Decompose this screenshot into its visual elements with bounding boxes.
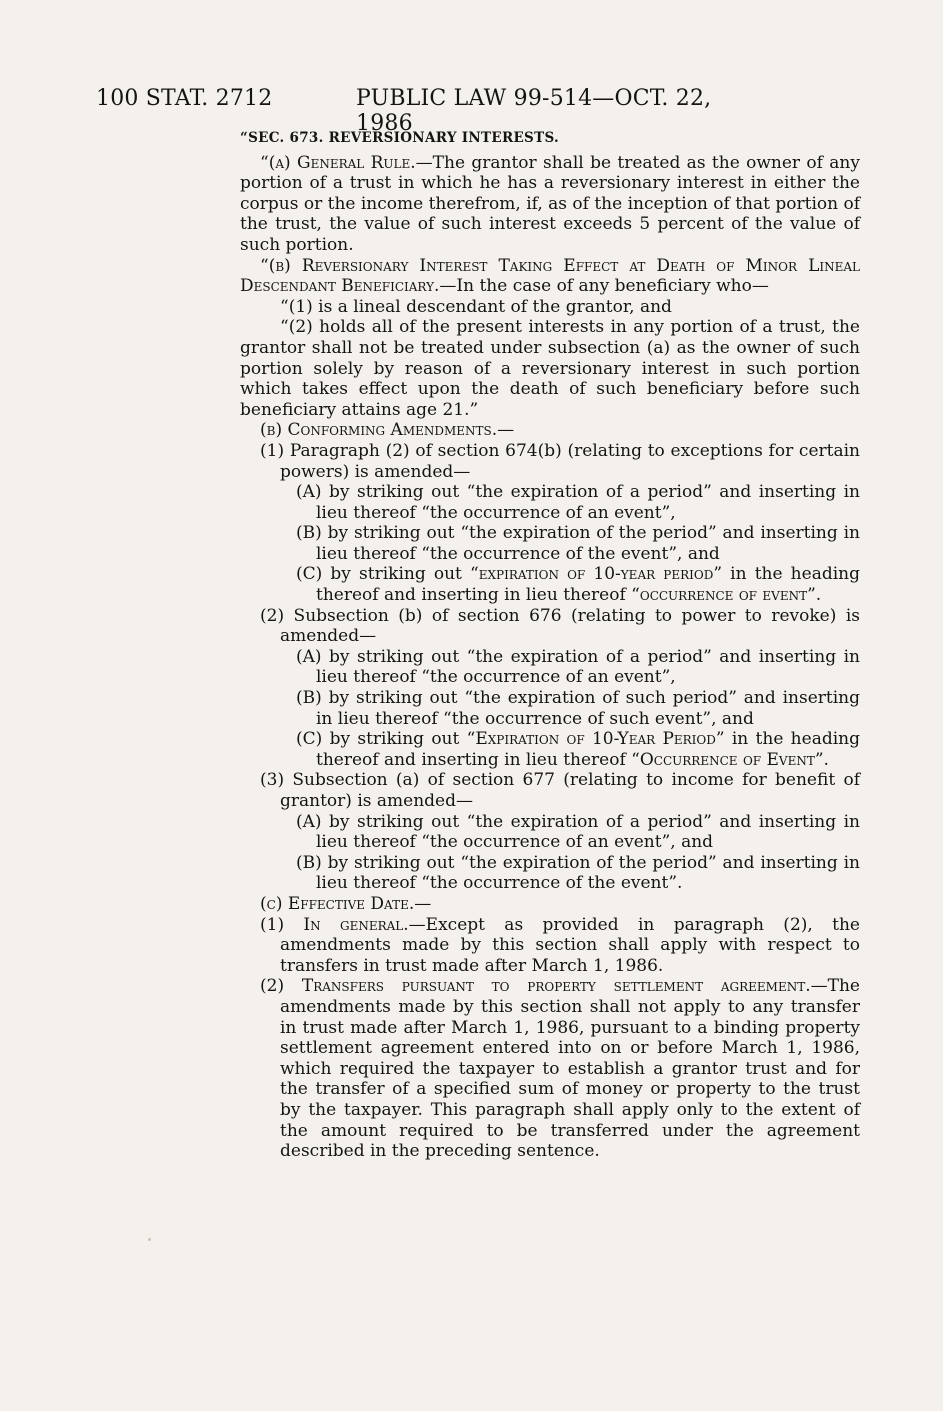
clause-b1: “(1) is a lineal descendant of the grantor, and (280, 296, 672, 317)
effective-date-heading (240, 894, 860, 915)
subsection-b-heading: “(b) Reversionary Interest Taking Effect at Death of Minor Lineal Descendant Beneficiary. (240, 255, 860, 297)
amendment-2A: (A) by striking out “the expiration of a period” and inserting in lieu thereof “the occurrence of an event”, (296, 646, 860, 688)
amendment-2: (2) Subsection (b) of section 676 (relating to power to revoke) is amended— (260, 605, 860, 647)
amendment-2B: (B) by striking out “the expiration of such period” and inserting in lieu thereof “the occurrence of such event”, and (296, 688, 860, 729)
amendment-1C-mid: ” in the heading thereof and inserting in lieu thereof “ (316, 564, 860, 606)
page-reference: 100 STAT. 2712 (96, 86, 273, 111)
effective-general-label: (1) In general. (260, 914, 409, 935)
effective-date-general (240, 915, 860, 977)
subsection-a-text: —The grantor shall be treated as the owner of any portion of a trust in which he has a reversionary interest in either the corpus or the income therefrom, if, as of the inception of that portion of the trust, the value of such interest exceeds 5 percent of the value of such portion. (240, 152, 860, 255)
amendment-1C-pre: (C) by striking out “ (296, 564, 479, 585)
amendment-1: (1) Paragraph (2) of section 674(b) (relating to exceptions for certain powers) is amended— (260, 440, 860, 482)
amendment-1C-old-heading: expiration of 10-year period (478, 564, 714, 585)
effective-date-dash: — (414, 893, 432, 914)
subsection-a-heading: “(a) General Rule. (260, 152, 416, 173)
effective-date-label: (c) Effective Date. (260, 893, 415, 914)
amendment-1C (240, 564, 860, 605)
amendment-3A: (A) by striking out “the expiration of a period” and inserting in lieu thereof “the occurrence of an event”, and (296, 811, 860, 853)
subsection-b (240, 256, 860, 297)
amendment-2C-pre: (C) by striking out “ (296, 729, 476, 750)
subsection-a (240, 153, 860, 256)
amendment-1A: (A) by striking out “the expiration of a period” and inserting in lieu thereof “the occurrence of an event”, (296, 482, 860, 523)
effective-general-text: —Except as provided in paragraph (2), the amendments made by this section shall apply with respect to transfers in trust made after March 1, 1986. (280, 914, 860, 976)
amendment-2C-new-heading: Occurrence of Event (639, 749, 815, 770)
property-settlement-label: (2) Transfers pursuant to property settlement agreement. (260, 976, 811, 997)
amendment-2C-mid: ” in the heading thereof and inserting in lieu thereof “ (316, 729, 860, 770)
amendment-2C (240, 729, 860, 770)
amendment-2C-old-heading: Expiration of 10-Year Period (475, 729, 716, 750)
conforming-amendments-dash: — (497, 420, 515, 441)
conforming-amendments-label: (b) Conforming Amendments. (260, 420, 498, 441)
section-heading: “SEC. 673. REVERSIONARY INTERESTS. (240, 130, 560, 146)
property-settlement-text: —The amendments made by this section shall not apply to any transfer in trust made after March 1, 1986, pursuant to a binding property settlement agreement entered into on or before March 1, 1986, which required the taxpayer to establish a grantor trust and for the transfer of a specified sum of money or property to the trust by the taxpayer. This paragraph shall apply only to the extent of the amount required to be transferred under the agreement described in the preceding sentence. (280, 976, 860, 1162)
amendment-1C-new-heading: occurrence of event (639, 585, 808, 606)
amendment-3B: (B) by striking out “the expiration of the period” and inserting in lieu thereof “the occurrence of the event”. (296, 852, 860, 894)
section-body (240, 128, 860, 1162)
amendment-1B: (B) by striking out “the expiration of the period” and inserting in lieu thereof “the occurrence of the event”, and (296, 523, 860, 564)
subsection-b-text: —In the case of any beneficiary who— (439, 276, 769, 297)
clause-b2: “(2) holds all of the present interests in any portion of a trust, the grantor shall not be treated under subsection (a) as the owner of such portion solely by reason of a reversionary interest in such portion which takes effect upon the death of such beneficiary before such beneficiary attains age 21.” (240, 317, 860, 420)
amendment-2C-end: ”. (814, 749, 829, 770)
amendment-3: (3) Subsection (a) of section 677 (relating to income for benefit of grantor) is amended— (260, 770, 860, 811)
effective-date-property-settlement (240, 976, 860, 1161)
scan-speck (148, 1238, 151, 1241)
running-head (96, 86, 747, 136)
conforming-amendments-heading (240, 420, 860, 441)
public-law-reference: PUBLIC LAW 99-514—OCT. 22, 1986 (356, 86, 712, 136)
amendment-1C-end: ”. (807, 585, 822, 606)
